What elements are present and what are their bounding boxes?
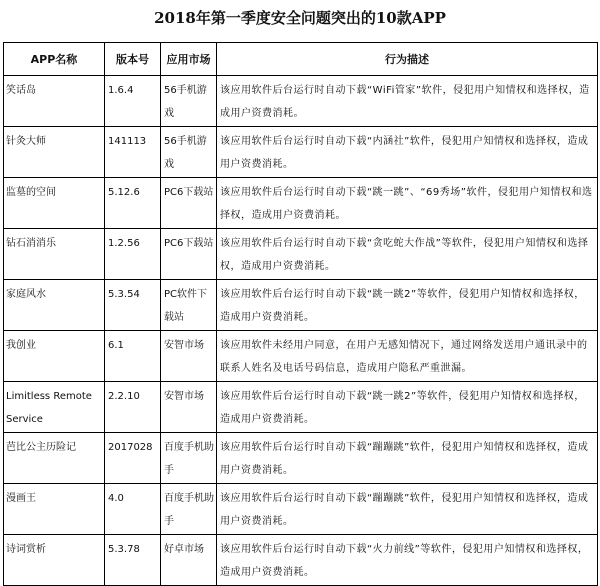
header-app-name: APP名称 xyxy=(4,43,105,76)
cell-app-name: 监墓的空间 xyxy=(4,178,105,229)
table-row xyxy=(4,484,598,535)
cell-market: 56手机游戏 xyxy=(161,127,217,178)
table-row xyxy=(4,76,598,127)
cell-app-name: Limitless Remote Service xyxy=(4,382,105,433)
cell-description: 该应用软件后台运行时自动下载“跳一跳2”等软件，侵犯用户知情权和选择权，造成用户资费消耗。 xyxy=(217,382,598,433)
table-header-row xyxy=(4,43,598,76)
cell-version: 6.1 xyxy=(105,331,161,382)
table-row xyxy=(4,535,598,586)
cell-description: 该应用软件后台运行时自动下载“火力前线”等软件，侵犯用户知情权和选择权，造成用户资费消耗。 xyxy=(217,535,598,586)
cell-market: PC6下载站 xyxy=(161,178,217,229)
table-row xyxy=(4,229,598,280)
cell-market: PC软件下载站 xyxy=(161,280,217,331)
cell-app-name: 家庭风水 xyxy=(4,280,105,331)
table-row xyxy=(4,331,598,382)
cell-app-name: 我创业 xyxy=(4,331,105,382)
cell-description: 该应用软件后台运行时自动下载“内涵社”软件，侵犯用户知情权和选择权，造成用户资费消耗。 xyxy=(217,127,598,178)
cell-app-name: 诗词赏析 xyxy=(4,535,105,586)
cell-description: 该应用软件后台运行时自动下载“蹦蹦跳”软件，侵犯用户知情权和选择权，造成用户资费消耗。 xyxy=(217,433,598,484)
cell-version: 141113 xyxy=(105,127,161,178)
header-market: 应用市场 xyxy=(161,43,217,76)
cell-market: 百度手机助手 xyxy=(161,433,217,484)
table-row xyxy=(4,127,598,178)
cell-version: 2017028 xyxy=(105,433,161,484)
cell-market: PC6下载站 xyxy=(161,229,217,280)
cell-version: 5.3.54 xyxy=(105,280,161,331)
header-version: 版本号 xyxy=(105,43,161,76)
cell-market: 百度手机助手 xyxy=(161,484,217,535)
cell-app-name: 漫画王 xyxy=(4,484,105,535)
cell-description: 该应用软件未经用户同意，在用户无感知情况下，通过网络发送用户通讯录中的联系人姓名及电话号码信息，造成用户隐私严重泄漏。 xyxy=(217,331,598,382)
cell-market: 安智市场 xyxy=(161,382,217,433)
cell-version: 1.6.4 xyxy=(105,76,161,127)
cell-description: 该应用软件后台运行时自动下载“跳一跳”、“69秀场”软件，侵犯用户知情权和选择权，造成用户资费消耗。 xyxy=(217,178,598,229)
cell-market: 安智市场 xyxy=(161,331,217,382)
cell-description: 该应用软件后台运行时自动下载“蹦蹦跳”软件，侵犯用户知情权和选择权，造成用户资费消耗。 xyxy=(217,484,598,535)
cell-app-name: 钻石消消乐 xyxy=(4,229,105,280)
header-description: 行为描述 xyxy=(217,43,598,76)
table-row xyxy=(4,178,598,229)
table-row xyxy=(4,382,598,433)
cell-version: 5.12.6 xyxy=(105,178,161,229)
cell-version: 4.0 xyxy=(105,484,161,535)
cell-app-name: 笑话岛 xyxy=(4,76,105,127)
cell-description: 该应用软件后台运行时自动下载“WiFi管家”软件，侵犯用户知情权和选择权，造成用户资费消耗。 xyxy=(217,76,598,127)
page-title: 2018年第一季度安全问题突出的10款APP xyxy=(154,9,446,27)
cell-version: 2.2.10 xyxy=(105,382,161,433)
cell-market: 好卓市场 xyxy=(161,535,217,586)
cell-market: 56手机游戏 xyxy=(161,76,217,127)
cell-description: 该应用软件后台运行时自动下载“贪吃蛇大作战”等软件，侵犯用户知情权和选择权，造成用户资费消耗。 xyxy=(217,229,598,280)
table-row xyxy=(4,280,598,331)
cell-app-name: 芭比公主历险记 xyxy=(4,433,105,484)
cell-description: 该应用软件后台运行时自动下载“跳一跳2”等软件，侵犯用户知情权和选择权，造成用户资费消耗。 xyxy=(217,280,598,331)
cell-version: 5.3.78 xyxy=(105,535,161,586)
cell-version: 1.2.56 xyxy=(105,229,161,280)
app-table xyxy=(3,42,598,586)
cell-app-name: 针灸大师 xyxy=(4,127,105,178)
table-row xyxy=(4,433,598,484)
